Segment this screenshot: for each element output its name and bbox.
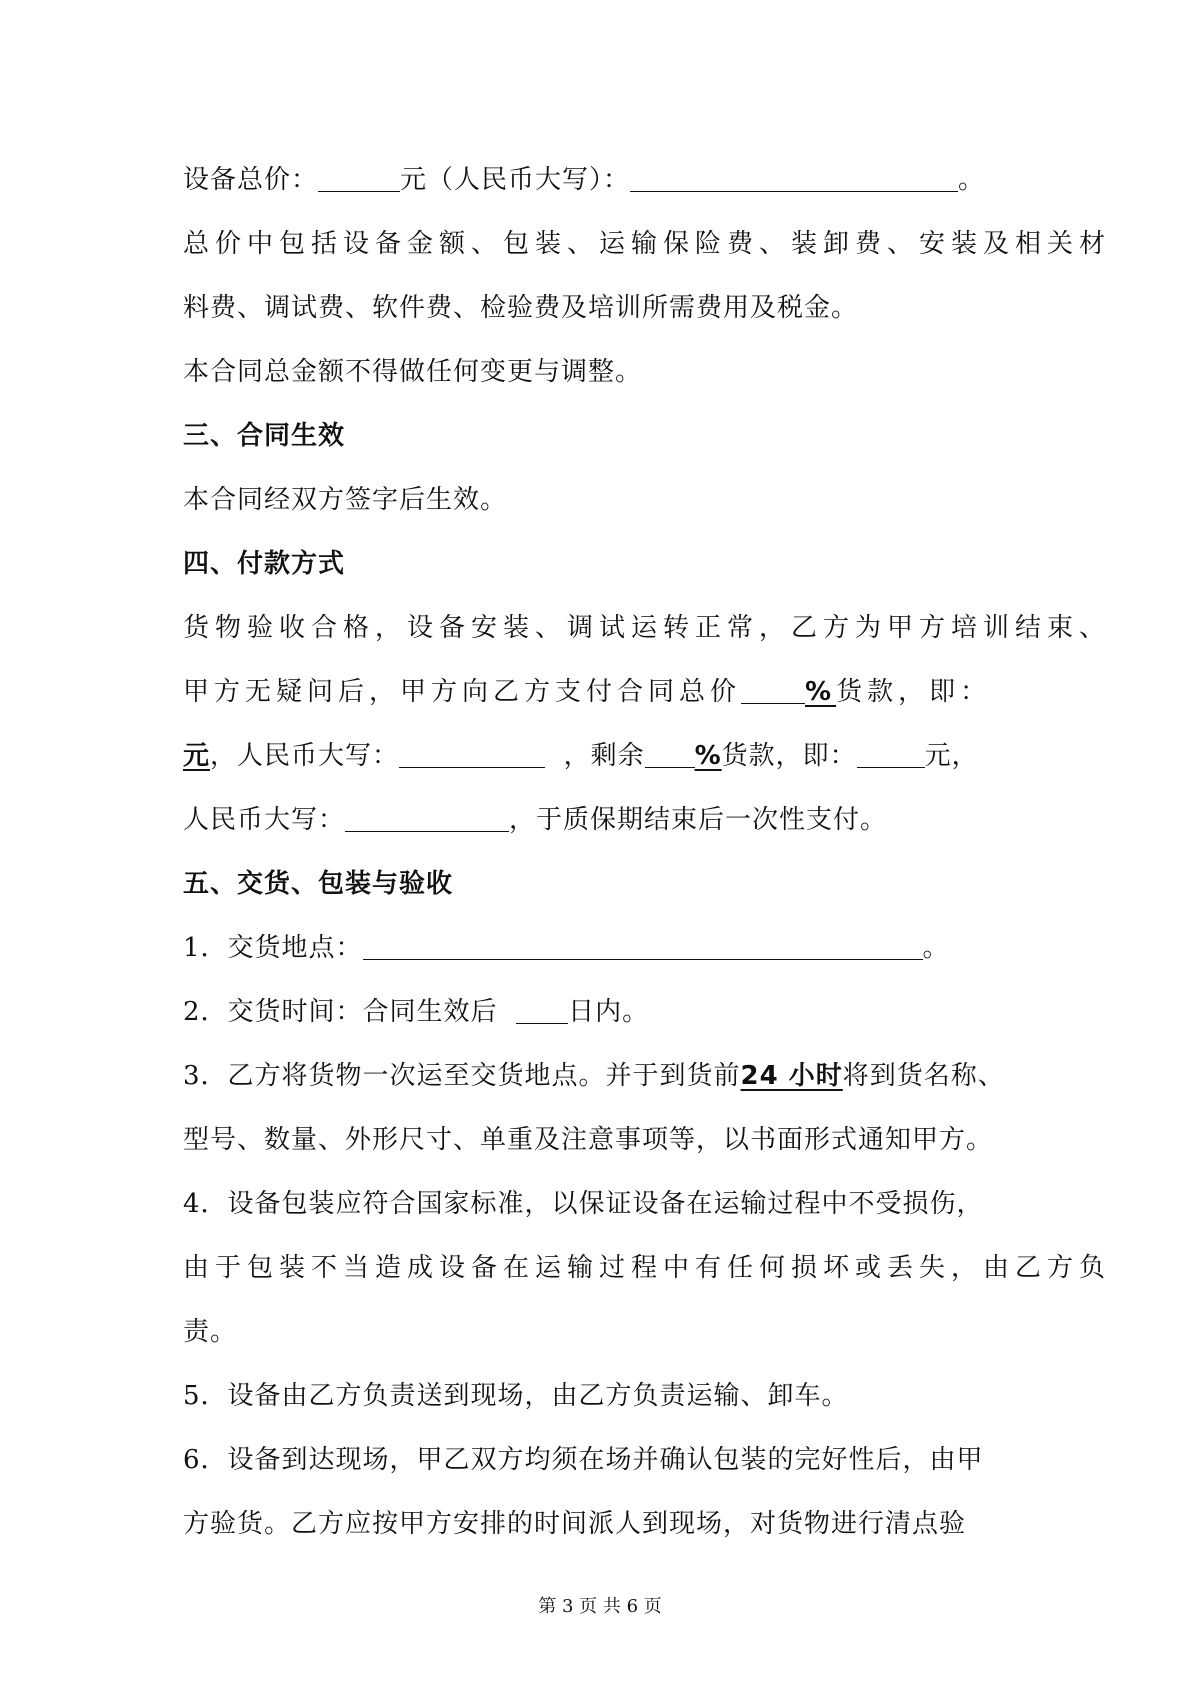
price-scope-line-2: 料费、调试费、软件费、检验费及培训所需费用及税金。 [183,293,859,323]
inspection-line-1: 6．设备到达现场，甲乙双方均须在场并确认包装的完好性后，由甲 [183,1445,984,1475]
packaging-line-3: 责。 [183,1317,238,1347]
notice-line-1 [183,1044,1028,1108]
delivery-location-blank [363,929,923,960]
remaining-text: 货款，即： [721,741,857,771]
yuan-text: 元， [924,741,979,771]
rmb-blank-2 [345,801,509,832]
page-footer: 第 3 页 共 6 页 [538,1596,662,1617]
no-change-clause: 本合同总金额不得做任何变更与调整。 [183,357,643,387]
packaging-line-2: 由于包装不当造成设备在运输过程中有任何损坏或丢失，由乙方负 [183,1253,1112,1283]
total-price-blank [318,161,400,192]
days-text: 日内。 [568,997,650,1027]
price-scope-line-1: 总价中包括设备金额、包装、运输保险费、装卸费、安装及相关材 [183,229,1112,259]
section-heading-effect: 三、合同生效 [183,421,346,451]
rmb-uppercase-blank [630,161,958,192]
remaining-percent-sign: % [694,741,722,771]
section-heading-delivery: 五、交货、包装与验收 [183,869,454,899]
rmb-blank [399,737,545,768]
remaining-amount-blank [857,737,925,768]
section-heading-payment: 四、付款方式 [183,549,346,579]
notice-text: 3．乙方将货物一次运至交货地点。并于到货前 [183,1061,741,1091]
payment-line-4 [183,788,1028,852]
total-price-label: 设备总价： [183,165,319,195]
rmb-label: ，人民币大写： [210,741,400,771]
delivery-time-label: 2．交货时间：合同生效后 [183,997,498,1027]
period-2: 。 [922,933,950,963]
notice-text-2: 将到货名称、 [842,1061,1005,1091]
payment-line-3 [183,724,1028,788]
period: 。 [958,165,986,195]
packaging-line-1: 4．设备包装应符合国家标准，以保证设备在运输过程中不受损伤， [183,1189,984,1219]
delivery-time-line [183,980,1028,1044]
payment-text-2: 货款，即： [836,677,992,707]
transport-clause: 5．设备由乙方负责送到现场，由乙方负责运输、卸车。 [183,1381,849,1411]
rmb-uppercase-label: 元（人民币大写）： [400,165,631,195]
warranty-payment-text: ，于质保期结束后一次性支付。 [509,805,888,835]
delivery-location-label: 1．交货地点： [183,933,363,963]
inspection-line-2: 方验货。乙方应按甲方安排的时间派人到现场，对货物进行清点验 [183,1509,967,1539]
remaining-label: ，剩余 [563,741,645,771]
payment-line-1: 货物验收合格，设备安装、调试运转正常，乙方为甲方培训结束、 [183,613,1112,643]
total-price-line [183,148,1028,212]
payment-line-2 [183,660,1028,724]
percent-sign: % [805,677,837,707]
payment-text: 甲方无疑问后，甲方向乙方支付合同总价 [183,677,742,707]
delivery-location-line [183,916,1028,980]
remaining-percent-blank [645,737,695,768]
hours-value: 24 小时 [740,1061,843,1091]
percent-blank [741,673,805,704]
document-body [183,148,1112,1556]
rmb-label-2: 人民币大写： [183,805,346,835]
yuan-unit: 元 [183,741,211,771]
effect-clause: 本合同经双方签字后生效。 [183,485,508,515]
delivery-days-blank [516,993,568,1024]
notice-line-2: 型号、数量、外形尺寸、单重及注意事项等，以书面形式通知甲方。 [183,1125,994,1155]
